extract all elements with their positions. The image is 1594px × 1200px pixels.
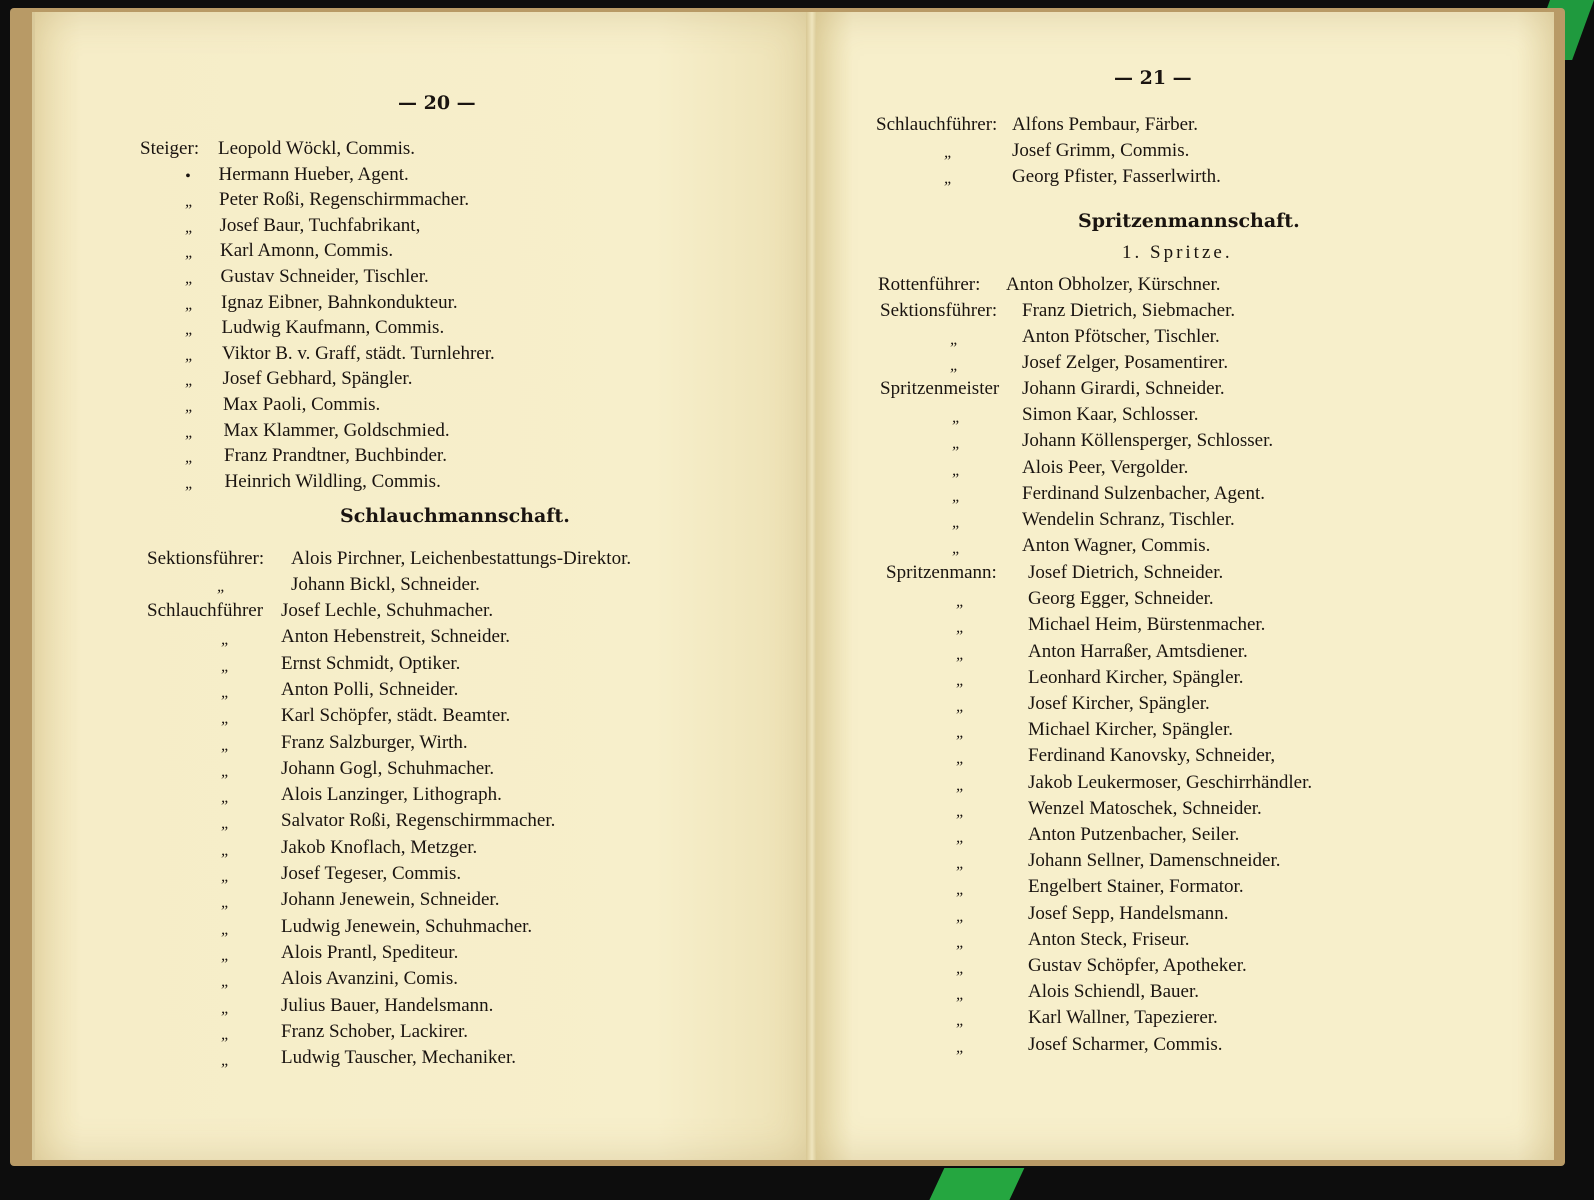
- ditto-mark: „: [185, 423, 194, 441]
- rotten-member: Anton Obholzer, Kürschner.: [1006, 274, 1221, 295]
- schlauchfuehrer-member: Alois Prantl, Spediteur.: [281, 941, 459, 963]
- ditto-mark: „: [221, 1052, 230, 1070]
- steiger-member: Hermann Hueber, Agent.: [218, 163, 409, 185]
- steiger-member: Josef Gebhard, Spängler.: [222, 368, 413, 390]
- ditto-mark: „: [956, 933, 965, 951]
- ditto-mark: „: [956, 776, 965, 794]
- spritzenmann-member: Michael Kircher, Spängler.: [1028, 719, 1234, 741]
- page-number-20: — 20 —: [398, 92, 476, 114]
- ditto-mark: „: [956, 802, 965, 820]
- steiger-member: Josef Baur, Tuchfabrikant,: [219, 214, 421, 236]
- green-bookmark-bottom: [926, 1168, 1025, 1200]
- ditto-mark: „: [952, 540, 961, 558]
- schlauchfuehrer-member: Ernst Schmidt, Optiker.: [281, 652, 461, 674]
- ditto-mark: „: [221, 762, 230, 780]
- ditto-mark: „: [952, 487, 961, 505]
- ditto-mark: „: [952, 514, 961, 531]
- spritzenmann-member: Michael Heim, Bürstenmacher.: [1028, 614, 1266, 636]
- spritze-subheading: 1. Spritze.: [1122, 242, 1233, 263]
- ditto-mark: •: [185, 167, 191, 185]
- schlauchfuehrer-member: Josef Lechle, Schuhmacher.: [281, 600, 494, 621]
- schlauchfuehrer-member: Julius Bauer, Handelsmann.: [281, 994, 494, 1016]
- ditto-mark: „: [956, 698, 965, 715]
- spritzenmann-member: Ferdinand Kanovsky, Schneider,: [1028, 745, 1276, 767]
- ditto-mark: „: [956, 724, 965, 742]
- page-number-21: — 21 —: [1114, 67, 1192, 89]
- ditto-mark: „: [217, 578, 226, 595]
- steiger-member: Leopold Wöckl, Commis.: [218, 138, 416, 159]
- spritzenmann-member: Josef Kircher, Spängler.: [1028, 693, 1210, 714]
- schlauchfuehrer-member: Johann Jenewein, Schneider.: [281, 889, 500, 911]
- spritzenmann-member: Josef Dietrich, Schneider.: [1028, 562, 1224, 583]
- ditto-mark: „: [221, 710, 230, 728]
- ditto-mark: „: [221, 999, 230, 1017]
- sektion-member: Johann Bickl, Schneider.: [291, 574, 480, 595]
- ditto-mark: „: [956, 855, 965, 873]
- steiger-member: Gustav Schneider, Tischler.: [220, 266, 429, 287]
- ditto-mark: „: [221, 973, 230, 991]
- spritzenmann-member: Alois Schiendl, Bauer.: [1028, 981, 1199, 1003]
- schlauchfuehrer-member: Franz Salzburger, Wirth.: [281, 731, 468, 753]
- sektion-member: Alois Pirchner, Leichenbestattungs-Direktor.: [291, 548, 632, 569]
- schlauchfuehrer-member: Salvator Roßi, Regenschirmmacher.: [281, 810, 556, 832]
- ditto-mark: „: [185, 295, 194, 313]
- spritzenmann-member: Engelbert Stainer, Formator.: [1028, 876, 1244, 898]
- ditto-mark: „: [185, 474, 194, 492]
- steiger-member: Max Paoli, Commis.: [223, 394, 381, 415]
- schlauchfuehrer-member: Karl Schöpfer, städt. Beamter.: [281, 705, 511, 727]
- ditto-mark: „: [221, 868, 230, 885]
- spritzenmann-member: Anton Harraßer, Amtsdiener.: [1028, 640, 1248, 662]
- steiger-member: Karl Amonn, Commis.: [220, 240, 394, 262]
- schlauchfuehrer-member: Ludwig Tauscher, Mechaniker.: [281, 1047, 516, 1069]
- ditto-mark: „: [185, 449, 194, 467]
- sektion-member: Josef Zelger, Posamentirer.: [1022, 352, 1229, 373]
- ditto-mark: „: [952, 409, 961, 427]
- spritzenmann-label: Spritzenmann:: [886, 562, 997, 583]
- ditto-mark: „: [956, 829, 965, 846]
- schlauchfuehrer-member: Anton Polli, Schneider.: [281, 678, 459, 700]
- right-page: [816, 12, 1554, 1160]
- schlauchfuehrer-member: Anton Hebenstreit, Schneider.: [281, 626, 511, 648]
- schlauchfuehrer-member: Alois Avanzini, Comis.: [281, 968, 458, 990]
- ditto-mark: „: [221, 1025, 230, 1043]
- ditto-mark: „: [221, 920, 230, 938]
- ditto-mark: „: [956, 1012, 965, 1030]
- ditto-mark: „: [956, 960, 965, 977]
- spritzenmann-member: Georg Egger, Schneider.: [1028, 588, 1214, 610]
- ditto-mark: „: [221, 736, 230, 754]
- steiger-member: Max Klammer, Goldschmied.: [223, 419, 450, 441]
- schlauchfuehrer-member: Ludwig Jenewein, Schuhmacher.: [281, 915, 533, 937]
- ditto-mark: „: [956, 750, 965, 768]
- sektionsfuehrer-label: Sektionsführer:: [147, 548, 265, 569]
- ditto-mark: „: [221, 841, 230, 859]
- schlauchfuehrer-member: Alfons Pembaur, Färber.: [1012, 114, 1199, 135]
- steiger-member: Viktor B. v. Graff, städt. Turnlehrer.: [222, 342, 495, 364]
- sektionsfuehrer-label: Sektionsführer:: [880, 300, 998, 321]
- ditto-mark: „: [185, 270, 194, 287]
- ditto-mark: „: [185, 346, 194, 364]
- spritzenmann-member: Anton Steck, Friseur.: [1028, 928, 1190, 950]
- spritzenmannschaft-heading: Spritzenmannschaft.: [1078, 210, 1300, 232]
- rottenfuehrer-label: Rottenführer:: [878, 274, 981, 295]
- ditto-mark: „: [221, 815, 230, 833]
- ditto-mark: „: [956, 619, 965, 637]
- spritzenmann-member: Wenzel Matoschek, Schneider.: [1028, 797, 1262, 819]
- meister-member: Wendelin Schranz, Tischler.: [1022, 509, 1235, 530]
- steiger-member: Heinrich Wildling, Commis.: [224, 470, 441, 492]
- schlauchfuehrer-member: Josef Tegeser, Commis.: [281, 863, 462, 884]
- spritzenmann-member: Jakob Leukermoser, Geschirrhändler.: [1028, 771, 1313, 793]
- spritzenmann-member: Josef Sepp, Handelsmann.: [1028, 902, 1229, 924]
- ditto-mark: „: [956, 907, 965, 925]
- ditto-mark: „: [956, 881, 965, 899]
- schlauchfuehrer-label: Schlauchführer:: [876, 114, 998, 135]
- schlauchfuehrer-member: Jakob Knoflach, Metzger.: [281, 836, 478, 858]
- meister-member: Ferdinand Sulzenbacher, Agent.: [1022, 482, 1266, 504]
- ditto-mark: „: [221, 789, 230, 807]
- ditto-mark: „: [956, 671, 965, 689]
- ditto-mark: „: [185, 398, 194, 415]
- spritzenmann-member: Anton Putzenbacher, Seiler.: [1028, 824, 1240, 845]
- ditto-mark: „: [185, 218, 194, 236]
- left-page: [32, 12, 811, 1160]
- spritzenmann-member: Gustav Schöpfer, Apotheker.: [1028, 955, 1247, 976]
- schlauchfuehrer-member: Johann Gogl, Schuhmacher.: [281, 757, 495, 779]
- spritzenmann-member: Josef Scharmer, Commis.: [1028, 1033, 1223, 1055]
- schlauchfuehrer-member: Franz Schober, Lackirer.: [281, 1020, 469, 1042]
- schlauchmannschaft-heading: Schlauchmannschaft.: [340, 505, 570, 527]
- open-book: [10, 8, 1565, 1166]
- schlauchfuehrer-member: Georg Pfister, Fasserlwirth.: [1012, 166, 1221, 187]
- ditto-mark: „: [185, 244, 194, 262]
- schlauchfuehrer-label: Schlauchführer: [147, 600, 264, 621]
- meister-member: Simon Kaar, Schlosser.: [1022, 404, 1199, 426]
- ditto-mark: „: [185, 372, 194, 390]
- steiger-member: Franz Prandtner, Buchbinder.: [224, 445, 447, 467]
- steiger-member: Ignaz Eibner, Bahnkondukteur.: [221, 291, 458, 313]
- sektion-member: Anton Pfötscher, Tischler.: [1022, 326, 1220, 347]
- steiger-member: Peter Roßi, Regenschirmmacher.: [219, 189, 470, 211]
- ditto-mark: „: [185, 321, 194, 339]
- steiger-label: Steiger:: [140, 138, 200, 159]
- spritzenmeister-label: Spritzenmeister: [880, 378, 1000, 399]
- meister-member: Anton Wagner, Commis.: [1022, 535, 1211, 557]
- ditto-mark: „: [221, 683, 230, 701]
- meister-member: Johann Köllensperger, Schlosser.: [1022, 430, 1274, 452]
- schlauchfuehrer-member: Alois Lanzinger, Lithograph.: [281, 784, 502, 806]
- ditto-mark: „: [956, 1038, 965, 1056]
- ditto-mark: „: [944, 144, 953, 161]
- meister-member: Alois Peer, Vergolder.: [1022, 456, 1189, 478]
- ditto-mark: „: [956, 593, 965, 611]
- ditto-mark: „: [950, 331, 959, 348]
- ditto-mark: „: [185, 193, 194, 211]
- ditto-mark: „: [950, 357, 959, 374]
- spritzenmann-member: Karl Wallner, Tapezierer.: [1028, 1007, 1218, 1029]
- ditto-mark: „: [956, 645, 965, 663]
- ditto-mark: „: [944, 170, 953, 187]
- ditto-mark: „: [221, 946, 230, 964]
- ditto-mark: „: [221, 631, 230, 649]
- schlauchfuehrer-member: Josef Grimm, Commis.: [1012, 140, 1190, 161]
- steiger-member: Ludwig Kaufmann, Commis.: [221, 317, 445, 339]
- sektion-member: Franz Dietrich, Siebmacher.: [1022, 300, 1236, 321]
- ditto-mark: „: [221, 894, 230, 912]
- ditto-mark: „: [952, 461, 961, 479]
- ditto-mark: „: [956, 986, 965, 1004]
- ditto-mark: „: [952, 435, 961, 453]
- ditto-mark: „: [221, 657, 230, 675]
- meister-member: Johann Girardi, Schneider.: [1022, 378, 1225, 399]
- spritzenmann-member: Leonhard Kircher, Spängler.: [1028, 666, 1244, 688]
- spritzenmann-member: Johann Sellner, Damenschneider.: [1028, 850, 1281, 872]
